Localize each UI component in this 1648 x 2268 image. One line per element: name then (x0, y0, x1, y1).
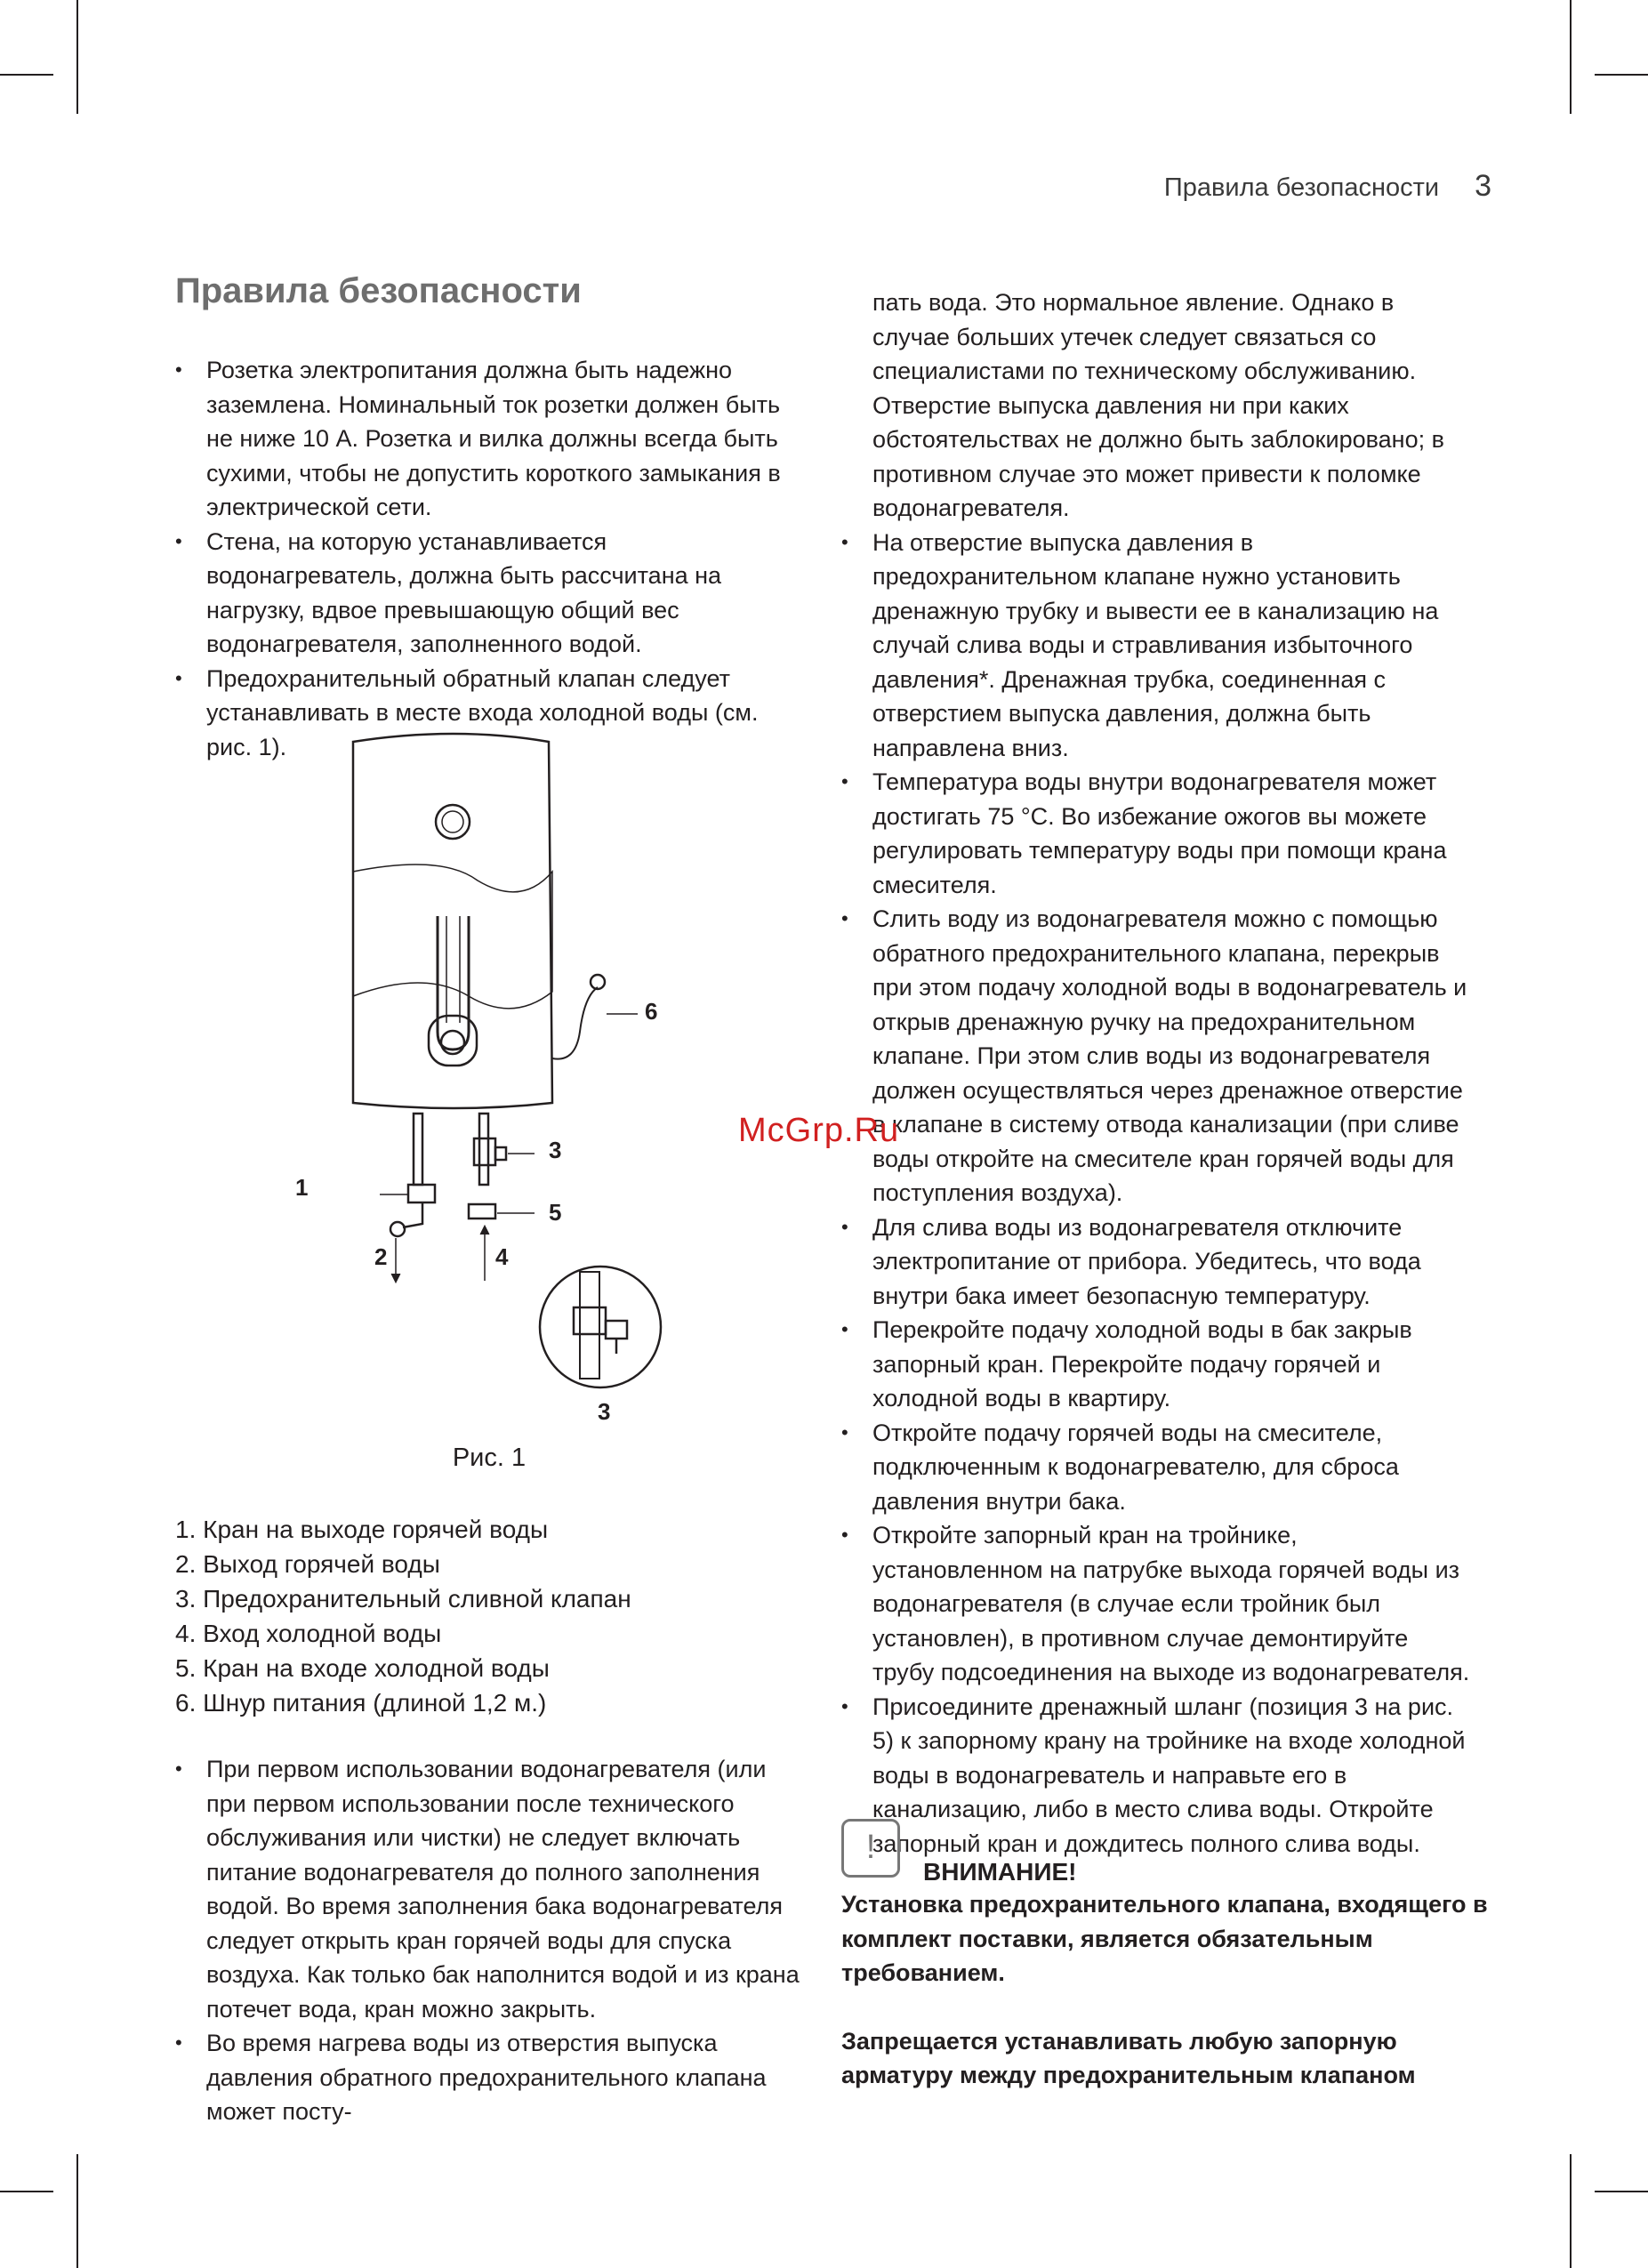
list-item: • Температура воды внутри водонагревателя может достигать 75 °C. Во избежание ожогов вы можете регулировать температуру воды при помощи крана смесителя. (841, 765, 1473, 902)
crop-mark (1595, 2191, 1648, 2192)
legend-item: 4. Вход холодной воды (175, 1620, 442, 1647)
heating-element (438, 916, 469, 1050)
crop-mark (76, 2154, 78, 2268)
list-item: • Перекройте подачу холодной воды в бак закрыв запорный кран. Перекройте подачу горячей и холодной воды в квартиру. (841, 1313, 1473, 1416)
callout-3: 3 (549, 1137, 562, 1163)
cold-pipe (479, 1114, 488, 1185)
crop-mark (0, 74, 53, 76)
callout-4: 4 (495, 1243, 509, 1270)
list-item: • Для слива воды из водонагревателя отключите электропитание от прибора. Убедитесь, что вода внутри бака имеет безопасную температуру. (841, 1210, 1473, 1314)
left-bullets-top (175, 353, 803, 764)
figure-caption: Рис. 1 (452, 1444, 527, 1472)
hot-pipe (414, 1114, 422, 1185)
watermark: McGrp.Ru (738, 1112, 900, 1149)
list-item: • Слить воду из водонагревателя можно с помощью обратного предохранительного клапана, перекрыв при этом подачу холодной воды в водонагреватель и открыв дренажную ручку на предохранительном клапане. При этом слив воды из водонагревателя должен осуществляться через дренажное отверстие в клапане в систему отвода канализации (при сливе воды откройте на смесителе кран горячей воды для поступления воздуха). (841, 902, 1473, 1210)
callout-1: 1 (295, 1174, 309, 1201)
callout-6: 6 (645, 998, 658, 1025)
crop-mark (1570, 0, 1572, 114)
list-item: • Предохранительный обратный клапан следует устанавливать в месте входа холодной воды (см. рис. 1). (175, 662, 803, 765)
list-item: • На отверстие выпуска давления в предохранительном клапане нужно установить дренажную трубку и вывести ее в канализацию на случай слива воды и стравливания избыточного давления*. Дренажная трубка, соединенная с отверстием выпуска давления, должна быть направлена вниз. (841, 526, 1473, 766)
header-section: Правила безопасности (1163, 173, 1440, 202)
warning-title: ВНИМАНИЕ! (923, 1858, 1077, 1886)
water-heater-figure (175, 729, 803, 1512)
power-cord-icon (552, 987, 598, 1059)
callout-5: 5 (549, 1199, 562, 1226)
callout-3-inset: 3 (598, 1398, 611, 1425)
crop-mark (1570, 2154, 1572, 2268)
warning-header (841, 1819, 1473, 1886)
crop-mark (1595, 74, 1648, 76)
legend-item: 2. Выход горячей воды (175, 1550, 440, 1578)
warning-text (841, 1887, 1491, 2093)
warning-paragraph: Запрещается устанавливать любую запорную арматуру между предохранительным клапаном (841, 2027, 1416, 2088)
list-item: • Во время нагрева воды из отверстия выпуска давления обратного предохранительного клапана может посту- (175, 2026, 803, 2129)
legend-item: 6. Шнур питания (длиной 1,2 м.) (175, 1689, 547, 1717)
thermometer-icon (436, 805, 470, 839)
running-header (1164, 169, 1491, 204)
figure-legend (175, 1512, 803, 1720)
continued-paragraph: пать вода. Это нормальное явление. Однако в случае больших утечек следует связаться со специалистами по техническому обслуживанию. Отверстие выпуска давления ни при каких обстоятельствах не должно быть заблокировано; в противном случае это может привести к поломке водонагревателя. (872, 289, 1444, 521)
tank-window (353, 865, 552, 1009)
list-item: • При первом использовании водонагревателя (или при первом использовании после технического обслуживания или чистки) не следует включать питание водонагревателя до полного заполнения водой. Во время заполнения бака водонагревателя следует открыть кран горячей воды для спуска воздуха. Как только бак наполнится водой и из крана потечет вода, кран можно закрыть. (175, 1752, 803, 2026)
crop-mark (0, 2191, 53, 2192)
tank-body (353, 734, 552, 1108)
list-item: • Откройте запорный кран на тройнике, установленном на патрубке выхода горячей воды из водонагревателя (в случае если тройник был установлен), в противном случае демонтируйте трубу подсоединения на выходе из водонагревателя. (841, 1518, 1473, 1690)
legend-item: 3. Предохранительный сливной клапан (175, 1585, 631, 1613)
cold-tap-icon (469, 1204, 495, 1218)
warning-icon: ! (841, 1819, 900, 1878)
water-heater-diagram (175, 729, 803, 1441)
hot-tap-icon (408, 1185, 435, 1202)
crop-mark (76, 0, 78, 114)
list-item: • Присоедините дренажный шланг (позиция 3 на рис. 5) к запорному крану на тройнике на входе холодной воды в водонагреватель и направьте его в канализацию, либо в место слива воды. Откройте запорный кран и дождитесь полного слива воды. (841, 1690, 1473, 1862)
page-number: 3 (1475, 169, 1491, 203)
list-item: • Стена, на которую устанавливается водонагреватель, должна быть рассчитана на нагрузку, вдвое превышающую общий вес водонагревателя, заполненного водой. (175, 525, 803, 662)
right-column (841, 286, 1473, 1861)
warning-paragraph: Установка предохранительного клапана, входящего в комплект поставки, является обязательным требованием. (841, 1891, 1488, 1986)
list-item: • Откройте подачу горячей воды на смесителе, подключенным к водонагревателю, для сброса давления внутри бака. (841, 1416, 1473, 1519)
safety-valve-icon (474, 1138, 495, 1165)
page-title: Правила безопасности (175, 271, 582, 310)
legend-item: 5. Кран на входе холодной воды (175, 1654, 550, 1682)
callout-2: 2 (374, 1243, 388, 1270)
left-bullets-bottom (175, 1752, 803, 2129)
list-item: • Розетка электропитания должна быть надежно заземлена. Номинальный ток розетки должен быть не ниже 10 А. Розетка и вилка должны всегда быть сухими, чтобы не допустить короткого замыкания в электрической сети. (175, 353, 803, 525)
legend-item: 1. Кран на выходе горячей воды (175, 1516, 549, 1543)
